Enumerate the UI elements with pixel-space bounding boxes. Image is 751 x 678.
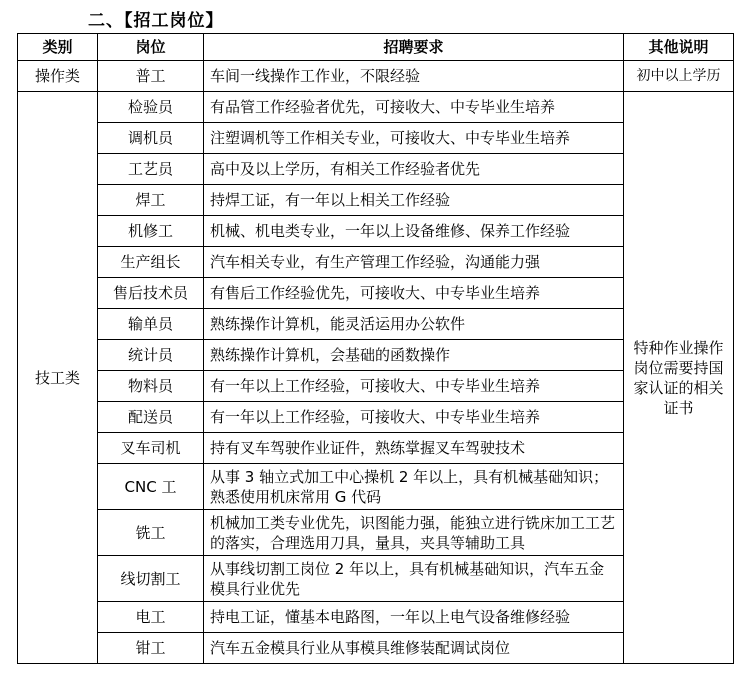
requirement-cell: 车间一线操作工作业，不限经验	[204, 61, 624, 92]
position-cell: 线切割工	[98, 556, 204, 602]
requirement-cell: 机械加工类专业优先，识图能力强，能独立进行铣床加工工艺的落实，合理选用刀具，量具，夹具等辅助工具	[204, 510, 624, 556]
header-requirement: 招聘要求	[204, 34, 624, 61]
position-cell: 焊工	[98, 185, 204, 216]
position-cell: 输单员	[98, 309, 204, 340]
position-cell: 检验员	[98, 92, 204, 123]
requirement-cell: 机械、机电类专业，一年以上设备维修、保养工作经验	[204, 216, 624, 247]
requirement-cell: 持焊工证，有一年以上相关工作经验	[204, 185, 624, 216]
header-position: 岗位	[98, 34, 204, 61]
recruitment-table	[17, 33, 734, 664]
position-cell: CNC 工	[98, 464, 204, 510]
header-row	[18, 34, 734, 61]
position-cell: 铣工	[98, 510, 204, 556]
requirement-cell: 熟练操作计算机，能灵活运用办公软件	[204, 309, 624, 340]
position-cell: 统计员	[98, 340, 204, 371]
requirement-cell: 汽车相关专业，有生产管理工作经验，沟通能力强	[204, 247, 624, 278]
position-cell: 叉车司机	[98, 433, 204, 464]
requirement-cell: 有品管工作经验者优先，可接收大、中专毕业生培养	[204, 92, 624, 123]
note-cell: 特种作业操作岗位需要持国家认证的相关证书	[624, 92, 734, 664]
requirement-cell: 从事 3 轴立式加工中心操机 2 年以上，具有机械基础知识；熟悉使用机床常用 G 代码	[204, 464, 624, 510]
requirement-cell: 有一年以上工作经验，可接收大、中专毕业生培养	[204, 371, 624, 402]
position-cell: 售后技术员	[98, 278, 204, 309]
category-cell: 操作类	[18, 61, 98, 92]
position-cell: 电工	[98, 602, 204, 633]
position-cell: 钳工	[98, 633, 204, 664]
position-cell: 物料员	[98, 371, 204, 402]
position-cell: 生产组长	[98, 247, 204, 278]
position-cell: 普工	[98, 61, 204, 92]
requirement-cell: 持有叉车驾驶作业证件，熟练掌握叉车驾驶技术	[204, 433, 624, 464]
note-cell: 初中以上学历	[624, 61, 734, 92]
requirement-cell: 有售后工作经验优先，可接收大、中专毕业生培养	[204, 278, 624, 309]
requirement-cell: 高中及以上学历，有相关工作经验者优先	[204, 154, 624, 185]
table-row	[18, 92, 734, 123]
position-cell: 调机员	[98, 123, 204, 154]
position-cell: 机修工	[98, 216, 204, 247]
requirement-cell: 持电工证，懂基本电路图，一年以上电气设备维修经验	[204, 602, 624, 633]
section-title: 二、【招工岗位】	[88, 11, 224, 31]
position-cell: 配送员	[98, 402, 204, 433]
requirement-cell: 熟练操作计算机，会基础的函数操作	[204, 340, 624, 371]
requirement-cell: 有一年以上工作经验，可接收大、中专毕业生培养	[204, 402, 624, 433]
category-cell: 技工类	[18, 92, 98, 664]
requirement-cell: 注塑调机等工作相关专业，可接收大、中专毕业生培养	[204, 123, 624, 154]
position-cell: 工艺员	[98, 154, 204, 185]
requirement-cell: 从事线切割工岗位 2 年以上，具有机械基础知识，汽车五金模具行业优先	[204, 556, 624, 602]
table-row	[18, 61, 734, 92]
header-category: 类别	[18, 34, 98, 61]
requirement-cell: 汽车五金模具行业从事模具维修装配调试岗位	[204, 633, 624, 664]
header-note: 其他说明	[624, 34, 734, 61]
